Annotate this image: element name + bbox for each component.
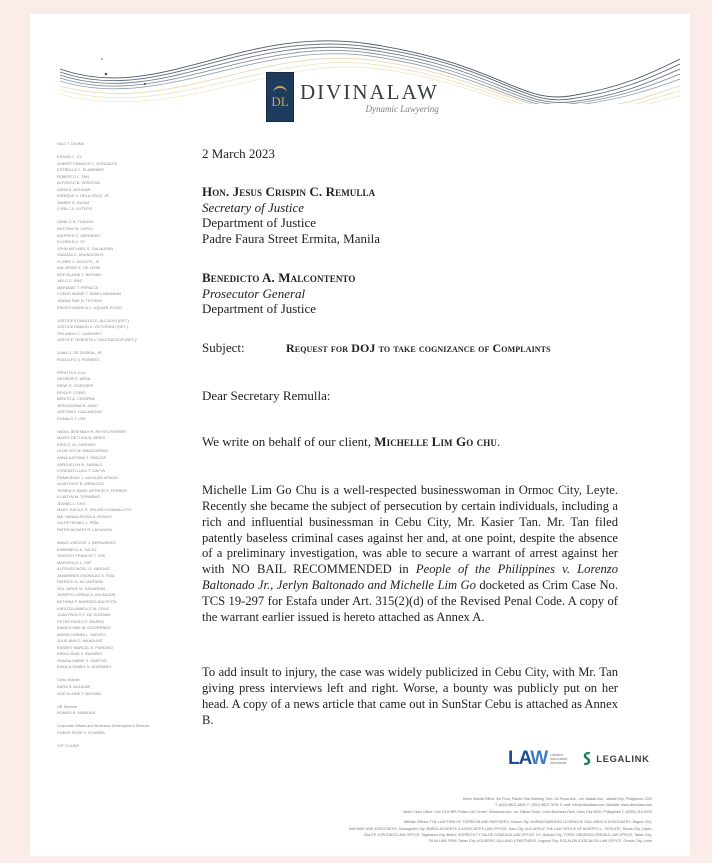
- sidebar-partner-name: CYRILL A. UYTEPO: [57, 206, 93, 212]
- sidebar-partner-name: ANTONIO B. CAPILI: [57, 226, 93, 232]
- case-title: People of the Philippines v. Lorenzo Baltonado Jr., Jerlyn Baltonado and Michelle Lim Go: [202, 562, 618, 593]
- sidebar-partner-name: KRIKA JEAN V. RAMIREZ: [57, 651, 103, 657]
- sidebar-partner-name: JAY-O C. IPAC: [57, 278, 83, 284]
- sidebar-partner-name: BENITO A. CATAPAN: [57, 396, 95, 402]
- crown-icon: [273, 86, 287, 93]
- sidebar-partner-name: VALPETRONIO J. PIÑA: [57, 520, 99, 526]
- sidebar-partner-name: PERLITA V. ELA: [57, 369, 86, 375]
- sidebar-partner-name: TERENCE MARK ARTHUR S. FERRER: [57, 487, 127, 493]
- sidebar-partner-name: NADIA JEREMIAH R. REYES-FERRER: [57, 428, 126, 434]
- intro-suffix: .: [496, 434, 501, 449]
- paragraph-2: To add insult to injury, the case was widely publicized in Cebu City, with Mr. Tan giving press interviews left and right. Worse, a bounty was publicly put on her head. A copy of a news article that came out in SunStar Cebu is attached as Annex B.: [202, 665, 618, 727]
- sidebar-partner-name: JOSEPH LORENZ A. ASUNCION: [57, 592, 116, 598]
- sidebar-partner-name: RODOLFO V. ROMERO: [57, 356, 100, 362]
- sidebar-partner-name: WILFRED C. MERGINIO: [57, 232, 101, 238]
- paragraph-1: [202, 483, 618, 626]
- sidebar-partner-name: TIMOTHY FRANCIS T. YEE: [57, 553, 106, 559]
- sidebar-partner-name: PATRICK M. ALCANTARA: [57, 579, 103, 585]
- sidebar-partner-name: KARIZZA ANNELLE M. CRUZ: [57, 605, 110, 611]
- sidebar-group: [57, 677, 207, 697]
- addressee-1-title: Secretary of Justice: [202, 200, 305, 215]
- sidebar-partner-name: *OF COUNS: [57, 742, 80, 748]
- letter-date: 2 March 2023: [202, 146, 275, 161]
- affiliation-logos: [508, 748, 650, 770]
- sidebar-partner-name: JUAN G. DE ZUÑIGA, JR.: [57, 350, 103, 356]
- sidebar-partner-name: ISAGANI C. ASUNCION III: [57, 252, 104, 258]
- sidebar-partner-name: NILO T. DIVINA: [57, 141, 85, 146]
- law-network-logo: [508, 748, 572, 770]
- legalink-logo: [582, 752, 649, 766]
- sidebar-partner-name: PETER PAOLO F. IBARRA: [57, 618, 104, 624]
- sidebar-partner-name: GEORGE E. ARSA: [57, 376, 91, 382]
- addressee-2-name: Benedicto A. Malcontento: [202, 270, 356, 285]
- sidebar-partner-name: ENRIQUE V. DELA CRUZ, JR.: [57, 193, 111, 199]
- sidebar-partner-name: KRIS G. M. CARDINO: [57, 441, 96, 447]
- sidebar-partner-name: JUSTICE TERESITA V. DIAZ BALDOS (RET.)*: [57, 337, 138, 343]
- footer-line: Affiliate Offices: THE LAW FIRM OF TORREON AND PARTNERS, Davao City; HURADO/MENDEZ LICERALDE GALLARDO & ASSOCIATES, Baguio City;: [404, 820, 652, 825]
- subject-line: Request for DOJ to take cognizance of Complaints: [286, 341, 551, 355]
- sidebar-partner-name: DARA S. AGUILAR: [57, 684, 91, 690]
- sidebar-group: [57, 723, 207, 736]
- monogram-text: DL: [271, 94, 289, 109]
- addressee-1-name: Hon. Jesus Crispin C. Remulla: [202, 184, 376, 199]
- sidebar-partner-name: ARROJELYN N. SAMALO: [57, 461, 103, 467]
- sidebar-partner-name: MARIVELLE L. ISIP: [57, 559, 92, 565]
- sidebar-group: [57, 743, 207, 750]
- sidebar-group: [57, 704, 207, 717]
- law-logo-subtitle: Lawyers Associated Worldwide: [550, 752, 568, 766]
- sidebar-group: [57, 350, 207, 363]
- sidebar-partner-name: DARA S. AGUILAR: [57, 186, 91, 192]
- sidebar-partner-name: ROSA P. COBIO: [57, 389, 86, 395]
- sidebar-partner-name: MA. HANNA RODIA A. BONGO: [57, 513, 112, 519]
- sidebar-partner-name: BIANCA ISABEL S. SORRANO: [57, 664, 112, 670]
- law-logo-text: LAW: [508, 748, 548, 769]
- sidebar-group: [57, 318, 207, 344]
- sidebar-partner-name: KHARMELU A. SALEZ: [57, 546, 97, 552]
- sidebar-partner-name: DONALD T. LEE: [57, 415, 86, 421]
- sidebar-partner-name: ELIORA B.V. SY: [57, 239, 86, 245]
- sidebar-partner-name: DANILO N. TUNGOL: [57, 219, 94, 225]
- footer-line: Metro Manila Office: 4th Floor, Pacific Star Building, Sen. Gil Puyat Ave., cor. Makati Ave., Makati City, Philippines 1200: [462, 797, 652, 801]
- sidebar-partner-name: ALBERT FRANCIS C. GONZALES: [57, 160, 118, 166]
- sidebar-partner-name: JANINA RAE N. TECSON: [57, 298, 102, 304]
- sidebar-partner-name: LORENZO LUIGI T. GAYYA: [57, 468, 105, 474]
- sidebar-partner-name: JESUSSIONA R. JUBO: [57, 402, 98, 408]
- sidebar-partner-name: JUSTINA F. CALLANGAN: [57, 409, 102, 415]
- sidebar-partner-name: BIANCA MAE M. GODIERNES: [57, 625, 111, 631]
- sidebar-group: [57, 370, 207, 422]
- sidebar-partner-name: MARIA CARINA L. SAENTO: [57, 631, 107, 637]
- sidebar-partner-name: CHEER ROSE V. ECARMA: [57, 729, 105, 735]
- sidebar-group: [57, 219, 207, 311]
- sidebar-partner-name: KLIADYN M. TORNIBAO: [57, 494, 101, 500]
- sidebar-group: [57, 141, 207, 148]
- sidebar-partner-name: ALFONSO B. VERZOSA: [57, 180, 101, 186]
- sidebar-group: [57, 429, 207, 534]
- sidebar-partner-name: IANUS VINCENT J. BERNARDEZ: [57, 540, 117, 546]
- sidebar-partner-name: COEUR MARIE T. RAMO-DAYANAN: [57, 291, 121, 297]
- sidebar-partner-name: EMMA RUBY J. AGUILAR-APIADO: [57, 474, 119, 480]
- sidebar-partner-name: JOHN MICHAEL S. GALAURAN: [57, 245, 114, 251]
- sidebar-partner-name: IAN JERNY E. DE LEON: [57, 265, 101, 271]
- sidebar-partner-name: NOE ELAINE T. BATHAN: [57, 271, 101, 277]
- wave-dot: [101, 58, 103, 60]
- sidebar-partner-name: NOE ELAINE T. BATHAN: [57, 690, 101, 696]
- letter-page: [30, 14, 690, 856]
- sidebar-group-label: Corporate Affairs and Business Development Director: [57, 723, 150, 729]
- wave-dot: [144, 83, 146, 85]
- sidebar-partner-name: ROMEO B. MARASIA: [57, 710, 96, 716]
- sidebar-partner-name: JUSTICE RAMON V. VICTORINO (RET.): [57, 324, 128, 330]
- sidebar-partner-name: ROBERTO L. TAN: [57, 173, 89, 179]
- wave-dot: [105, 73, 108, 76]
- law-logo-accent: W: [530, 748, 548, 769]
- sidebar-partner-name: MARIANIE T. PERALTA: [57, 284, 99, 290]
- firm-name: DIVINALAW: [300, 79, 439, 104]
- sidebar-partner-name: JULIE ANN C. MANGUIAT: [57, 638, 103, 644]
- sidebar-group-label: HR Director: [57, 703, 78, 709]
- sidebar-partner-name: ANNA KATRINA T. SPACOS: [57, 454, 107, 460]
- footer-line: SILVA LAW FIRM, Tarlac City; AGUERRO VALLANO & PARTNERS, Legazpi City; ESCALON & ESCALON LAW OFFICE, Ormoc City, Leyte: [428, 839, 652, 844]
- sidebar-partner-name: JUSTICE EDWALDO D. ALCAOUI (RET.): [57, 317, 129, 323]
- legalink-text: LEGALINK: [596, 753, 650, 765]
- sidebar-partner-name: MARY JOELLE R. VELASCO-MANALOTO: [57, 507, 132, 513]
- sidebar-partner-name: ERMYO ANGELA C. AQUIAR-POSIO: [57, 304, 123, 310]
- addressee-1-address: Padre Faura Street Ermita, Manila: [202, 231, 380, 246]
- sidebar-partner-name: PATRICIA FAITH R. LACASATA: [57, 526, 113, 532]
- intro-prefix: We write on behalf of our client,: [202, 434, 375, 449]
- sidebar-partner-name: MARLY DETLIDA N. BERIA: [57, 435, 106, 441]
- sidebar-partner-name: BETHINA F. BARRIDO-BAUTISTA: [57, 598, 117, 604]
- sidebar-group-label: Cebu Branch: [57, 677, 80, 683]
- sidebar-partner-name: JUAN PAOLO P. DE GUZMAN: [57, 612, 111, 618]
- paragraph-1-text-a: Michelle Lim Go Chu is a well-respected businesswoman in Ormoc City, Leyte. Recently she became the subject of persecution by certain individuals, including a rich and influential businessman in Cebu City, Mr. Kasier Tan. Mr. Tan filed patently baseless criminal cases against her and, at one point, despite the absence of a preliminary investigation, was able to secure a warrant of arrest against her with NO BAIL RECOMMENDED in: [202, 483, 618, 577]
- footer-line: BAUTE JOPUTADO LAW OFFICE, Tagbilaran City, Bohol; SORRETA TY SALDE GONZAGA LAW OFFICE CO, Butuan City; TORIO ORDENZA ORENDA LAW OFFICE, Tarlac City;: [364, 833, 652, 838]
- sidebar-partner-name: ALFONSO NOEL G. VARGAS: [57, 566, 110, 572]
- footer-line: MAHINAY AND ASSOCIATES, Dumaguete City; BUÑOL ALISENTE & ASSOCIATES LAW OFFICE, Iloilo City; ALD ARGLE THE LAW OFFICE OF ALBERTO L. GESLATE, Roxas City, Capiz;: [348, 826, 652, 831]
- sidebar-partner-name: SOL JARVE M. SADARDIN: [57, 585, 105, 591]
- firm-monogram-icon: [266, 72, 294, 122]
- firm-tagline: Dynamic Lawyering: [365, 103, 439, 114]
- paragraph-1-text-b: docketed as Crim Case No. TCS 19-297 for Estafa under Art. 315(2)(d) of the Revised Penal Code. A copy of the warrant earlier issued is hereto attached as Annex A.: [202, 578, 618, 624]
- addressee-2-office: Department of Justice: [202, 301, 317, 316]
- sidebar-partner-name: ESTRELLA C. ELAMPARO: [57, 167, 105, 173]
- sidebar-partner-name: ALVIN FAYE B. MENDOZA: [57, 481, 104, 487]
- sidebar-partner-name: SAMMY E. BUHAT: [57, 199, 90, 205]
- intro-line: [202, 434, 500, 450]
- sidebar-partner-name: FLORIE C. BOLOTIL, III: [57, 258, 99, 264]
- sidebar-partner-name: LEON JOY M. MADDORRAS: [57, 448, 108, 454]
- client-name: Michelle Lim Go chu: [374, 434, 497, 449]
- footer-line: Metro Cebu Office: Unit 1303 BPI-Philam Life Center, Mindanao Ave. cor. Biliran Road, Cebu Business Park, Cebu City 6000, Philippines T: (6332) 410-0020: [403, 809, 652, 814]
- addressee-1-office: Department of Justice: [202, 215, 317, 230]
- addressee-2-title: Prosecutor General: [202, 286, 306, 301]
- partners-sidebar: [57, 141, 207, 756]
- subject-label: Subject:: [202, 340, 245, 355]
- sidebar-partner-name: SHAINA MARIE S. SANTOS: [57, 657, 107, 663]
- legalink-icon: [582, 752, 592, 766]
- sidebar-group: [57, 540, 207, 671]
- firm-logo: [266, 69, 439, 125]
- letter-footer: [72, 796, 652, 845]
- footer-line: T: (632) 8822-4800; F: (632) 8822-7878; E-mail: info@divinalaw.com; Website: www.divinalaw.com: [495, 803, 652, 808]
- sidebar-partner-name: JEANEL L. CHO: [57, 500, 86, 506]
- salutation: Dear Secretary Remulla:: [202, 388, 331, 403]
- sidebar-partner-name: ESBERT MARCEL E. PARDINO: [57, 644, 113, 650]
- sidebar-partner-name: ORLANDO C. CASIMIRO: [57, 330, 102, 336]
- sidebar-partner-name: JAMARINES ENONGAO S. ROA: [57, 572, 115, 578]
- sidebar-group: [57, 154, 207, 213]
- sidebar-partner-name: EDSAN C. UY: [57, 154, 82, 160]
- sidebar-partner-name: RENE R. GOROSPE: [57, 383, 94, 388]
